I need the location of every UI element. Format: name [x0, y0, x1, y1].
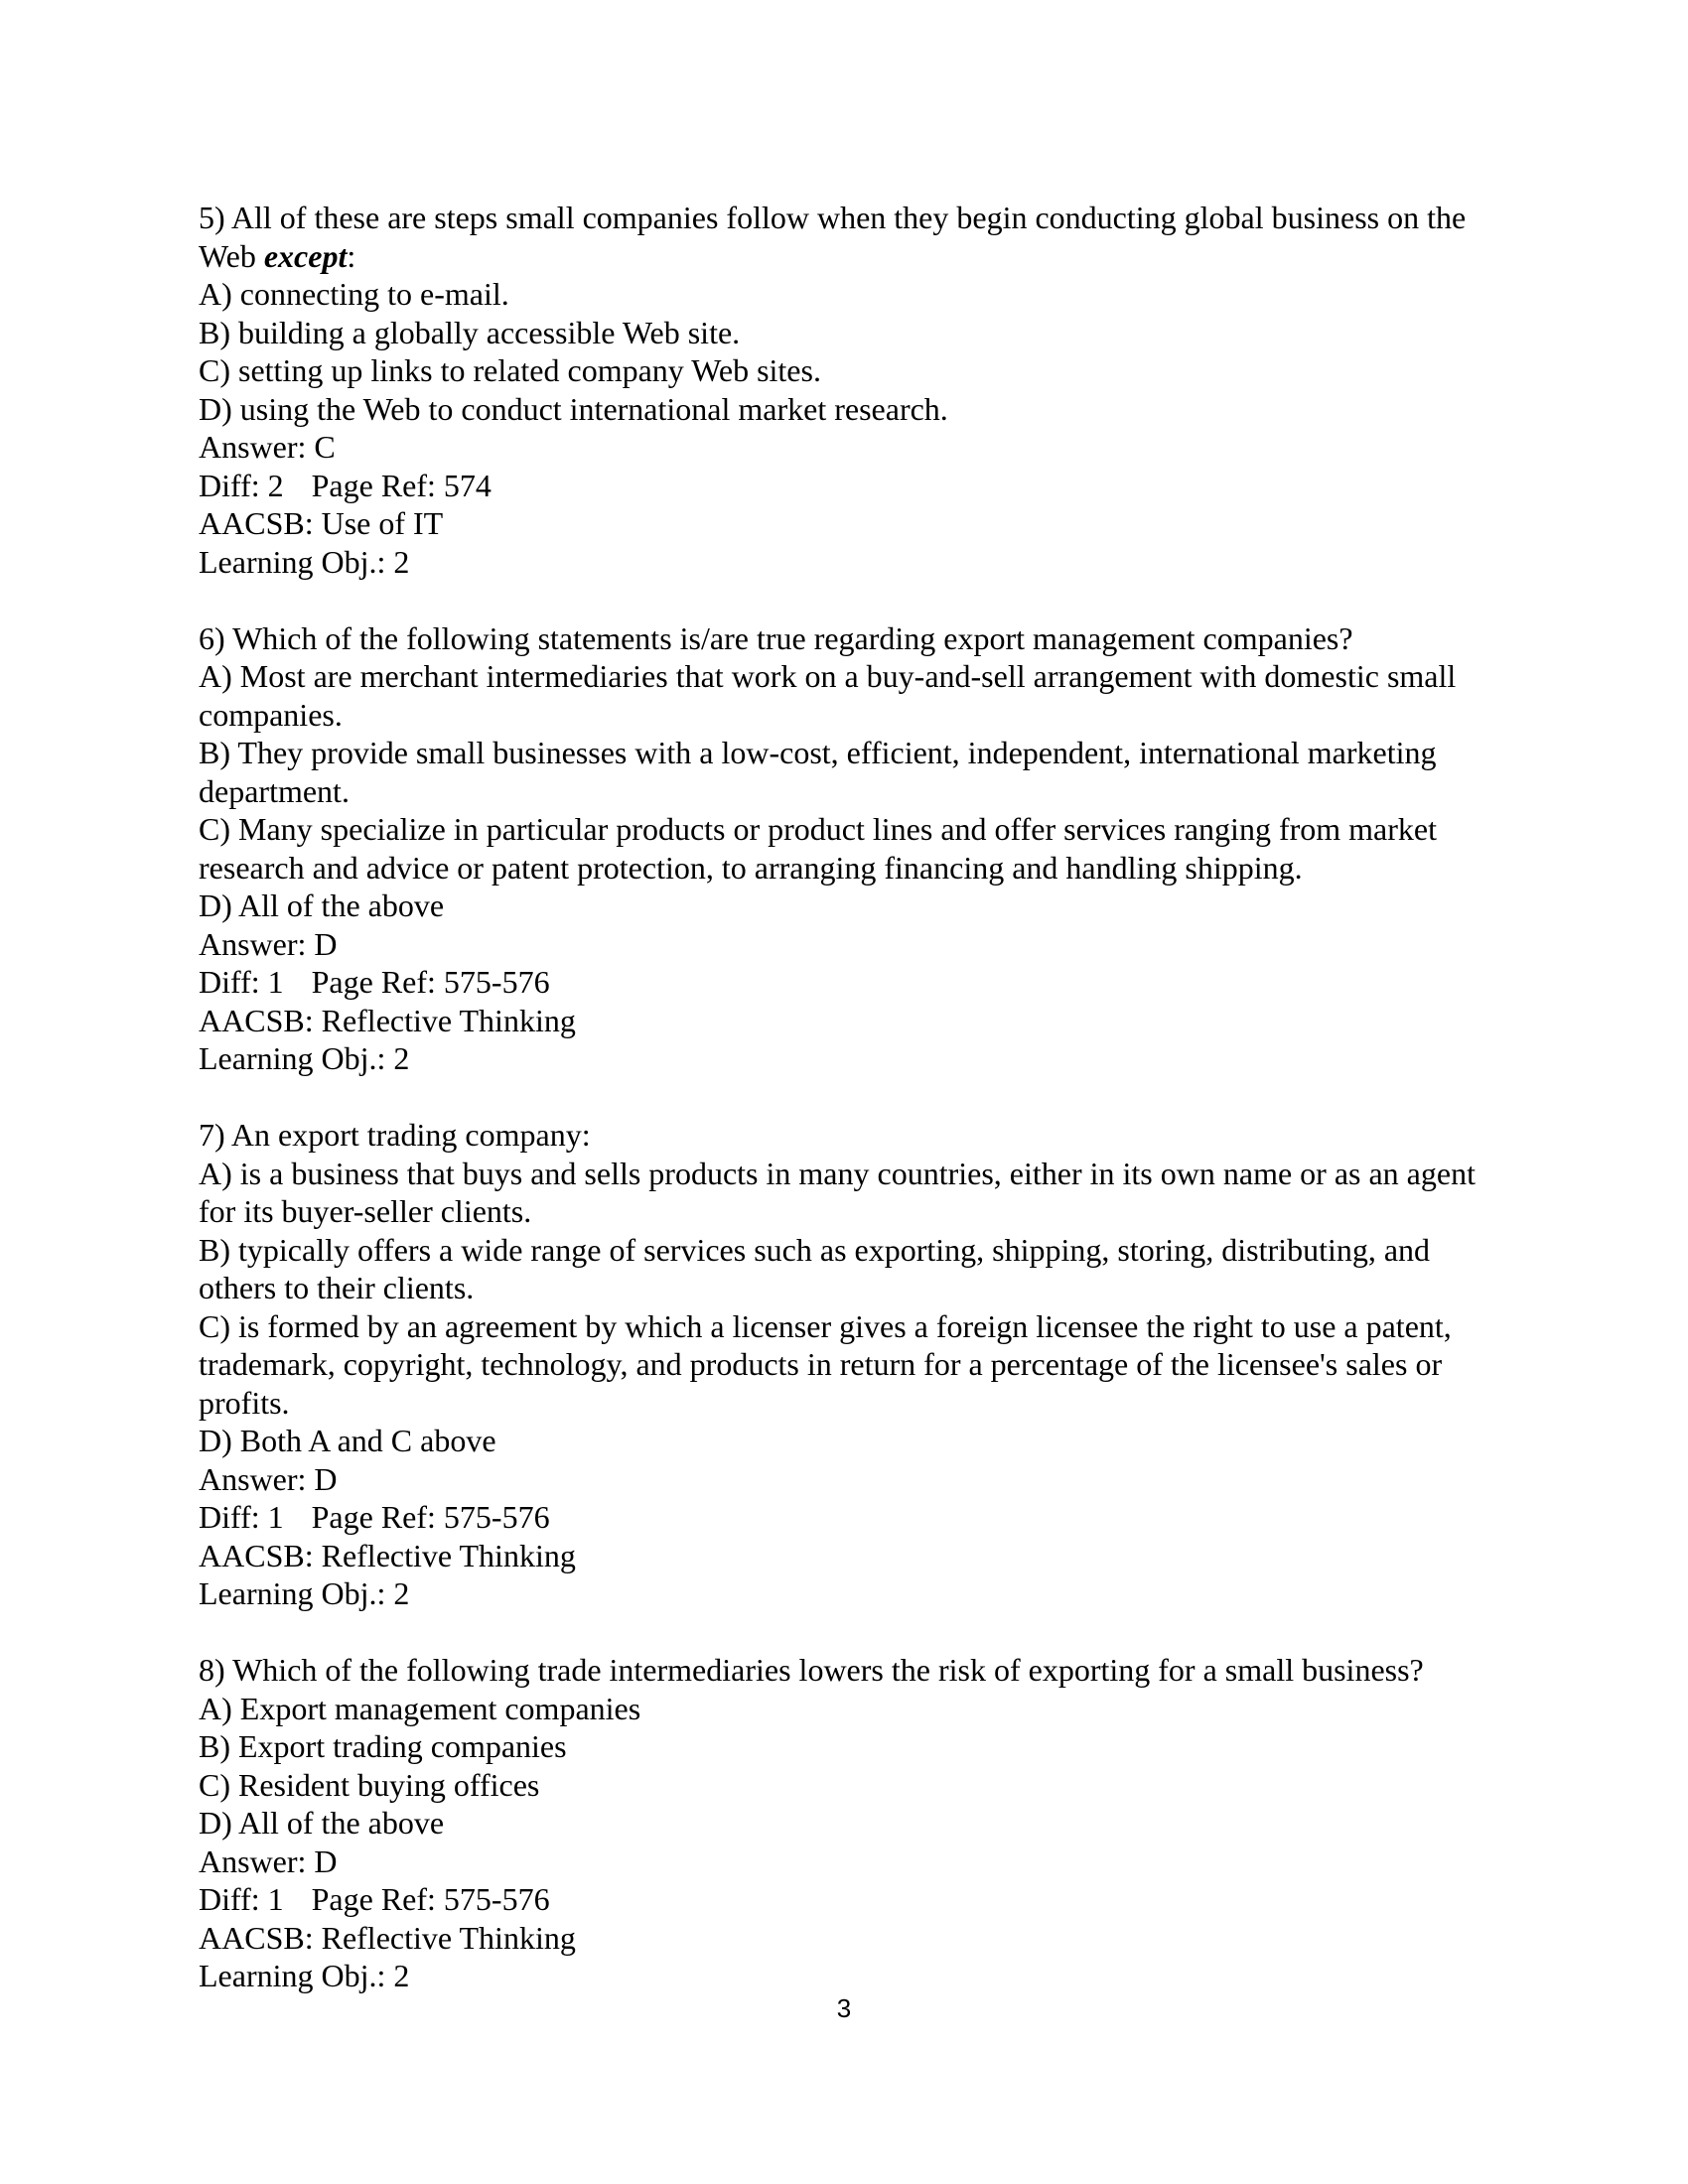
option-b: B) They provide small businesses with a low-cost, efficient, independent, international marketing department. — [199, 735, 1437, 809]
page-ref: Page Ref: 575-576 — [311, 964, 550, 1000]
option-d: D) Both A and C above — [199, 1423, 496, 1458]
page-ref: Page Ref: 575-576 — [311, 1499, 550, 1535]
learning-objective: Learning Obj.: 2 — [199, 1575, 410, 1611]
difficulty-page-ref — [199, 963, 1499, 1002]
option-b: B) typically offers a wide range of services such as exporting, shipping, storing, distributing, and others to their clients. — [199, 1231, 1431, 1305]
option-d: D) All of the above — [199, 887, 445, 923]
aacsb: AACSB: Reflective Thinking — [199, 1002, 576, 1038]
question-8 — [199, 1651, 1499, 1995]
aacsb: AACSB: Reflective Thinking — [199, 1919, 576, 1956]
option-b: B) Export trading companies — [199, 1728, 567, 1764]
question-stem: 5) All of these are steps small companies follow when they begin conducting global business on the Web except: — [199, 200, 1467, 274]
learning-objective: Learning Obj.: 2 — [199, 1040, 410, 1076]
difficulty-page-ref — [199, 467, 1499, 505]
option-a: A) Most are merchant intermediaries that work on a buy-and-sell arrangement with domestic small companies. — [199, 658, 1457, 733]
difficulty-page-ref — [199, 1498, 1499, 1537]
difficulty: Diff: 1 — [199, 1881, 284, 1917]
option-a: A) Export management companies — [199, 1690, 641, 1726]
page-number: 3 — [836, 1993, 852, 2023]
page-ref: Page Ref: 574 — [311, 467, 492, 503]
difficulty-page-ref — [199, 1880, 1499, 1919]
option-a: A) is a business that buys and sells products in many countries, either in its own name or as an agent for its buyer-seller clients. — [199, 1155, 1476, 1229]
difficulty: Diff: 2 — [199, 467, 284, 503]
option-d: D) using the Web to conduct international market research. — [199, 390, 948, 427]
option-c: C) is formed by an agreement by which a licenser gives a foreign licensee the right to use a patent, trademark, copyright, technology, and products in return for a percentage of the licensee's sales or profits. — [199, 1307, 1452, 1421]
answer: Answer: D — [199, 925, 338, 962]
page-ref: Page Ref: 575-576 — [311, 1881, 550, 1917]
question-stem: 7) An export trading company: — [199, 1117, 591, 1153]
question-5 — [199, 199, 1499, 581]
question-6 — [199, 619, 1499, 1078]
aacsb: AACSB: Use of IT — [199, 505, 444, 541]
option-d: D) All of the above — [199, 1805, 445, 1841]
difficulty: Diff: 1 — [199, 964, 284, 1000]
option-c: C) setting up links to related company Web sites. — [199, 352, 821, 388]
option-c: C) Many specialize in particular products or product lines and offer services ranging from market research and advice or patent protection, to arranging financing and handling shipping. — [199, 811, 1437, 886]
learning-objective: Learning Obj.: 2 — [199, 543, 410, 580]
question-7 — [199, 1116, 1499, 1613]
learning-objective: Learning Obj.: 2 — [199, 1958, 410, 1993]
answer: Answer: D — [199, 1460, 338, 1497]
answer: Answer: D — [199, 1843, 338, 1879]
question-stem: 8) Which of the following trade intermediaries lowers the risk of exporting for a small business? — [199, 1652, 1424, 1688]
question-list — [199, 199, 1499, 1995]
question-stem: 6) Which of the following statements is/are true regarding export management companies? — [199, 619, 1353, 656]
option-b: B) building a globally accessible Web site. — [199, 314, 741, 350]
difficulty: Diff: 1 — [199, 1499, 284, 1535]
option-c: C) Resident buying offices — [199, 1766, 540, 1803]
stem-emphasis: except — [263, 237, 348, 274]
answer: Answer: C — [199, 429, 336, 465]
option-a: A) connecting to e-mail. — [199, 276, 509, 312]
aacsb: AACSB: Reflective Thinking — [199, 1537, 576, 1573]
